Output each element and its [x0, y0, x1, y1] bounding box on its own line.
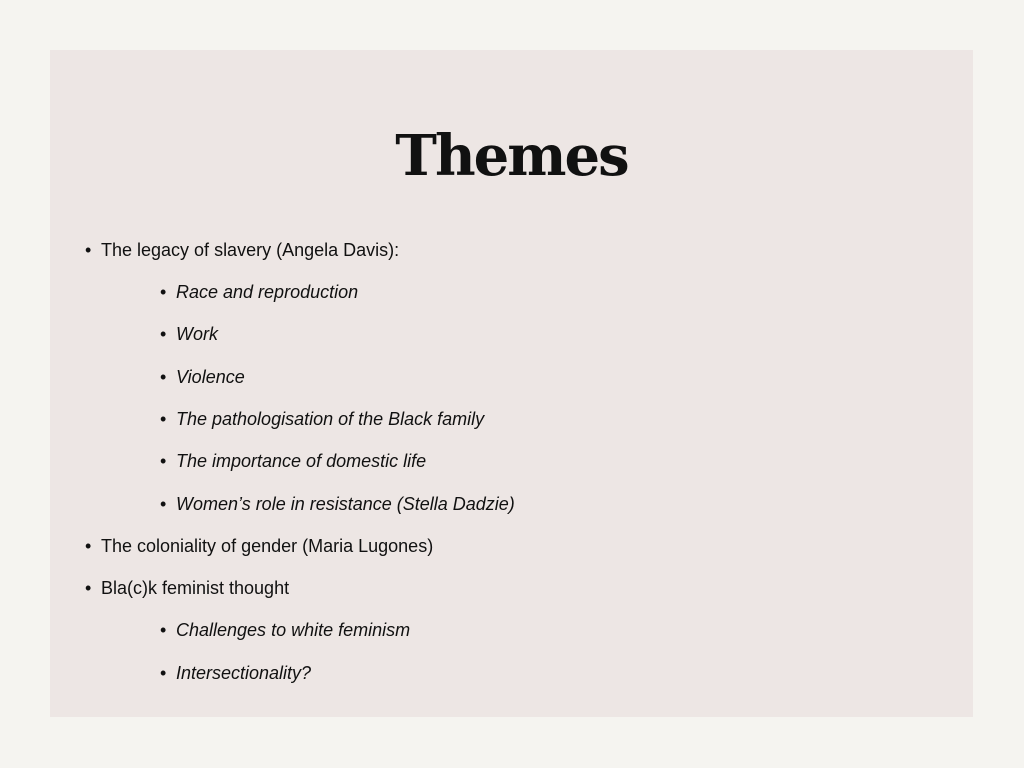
bullet-text: The legacy of slavery (Angela Davis):	[101, 240, 400, 260]
bullet-item	[85, 577, 289, 599]
bullet-icon: •	[85, 536, 92, 556]
bullet-text: Women’s role in resistance (Stella Dadzie)	[176, 494, 515, 514]
bullet-text: Work	[176, 324, 218, 344]
bullet-text: Intersectionality?	[176, 663, 312, 683]
sub-bullet-item	[160, 662, 311, 684]
sub-bullet-item	[160, 281, 358, 303]
bullet-icon: •	[160, 409, 167, 429]
bullet-text: Challenges to white feminism	[176, 620, 411, 640]
bullet-text: The importance of domestic life	[176, 451, 427, 471]
bullet-icon: •	[160, 367, 167, 387]
bullet-text: The coloniality of gender (Maria Lugones)	[101, 536, 434, 556]
sub-bullet-item	[160, 450, 426, 472]
slide-title: Themes	[395, 123, 628, 189]
bullet-icon: •	[85, 578, 92, 598]
bullet-icon: •	[160, 494, 167, 514]
bullet-text: Bla(c)k feminist thought	[101, 578, 290, 598]
bullet-item	[85, 535, 433, 557]
bullet-item	[85, 239, 399, 261]
bullet-text: Race and reproduction	[176, 282, 359, 302]
bullet-icon: •	[160, 451, 167, 471]
bullet-icon: •	[160, 663, 167, 683]
sub-bullet-item	[160, 366, 245, 388]
sub-bullet-item	[160, 619, 410, 641]
bullet-icon: •	[160, 282, 167, 302]
bullet-icon: •	[85, 240, 92, 260]
slide	[50, 50, 973, 717]
bullet-list	[50, 50, 973, 717]
sub-bullet-item	[160, 408, 484, 430]
bullet-text: Violence	[176, 367, 245, 387]
sub-bullet-item	[160, 323, 218, 345]
sub-bullet-item	[160, 493, 515, 515]
bullet-text: The pathologisation of the Black family	[176, 409, 485, 429]
bullet-icon: •	[160, 620, 167, 640]
bullet-icon: •	[160, 324, 167, 344]
